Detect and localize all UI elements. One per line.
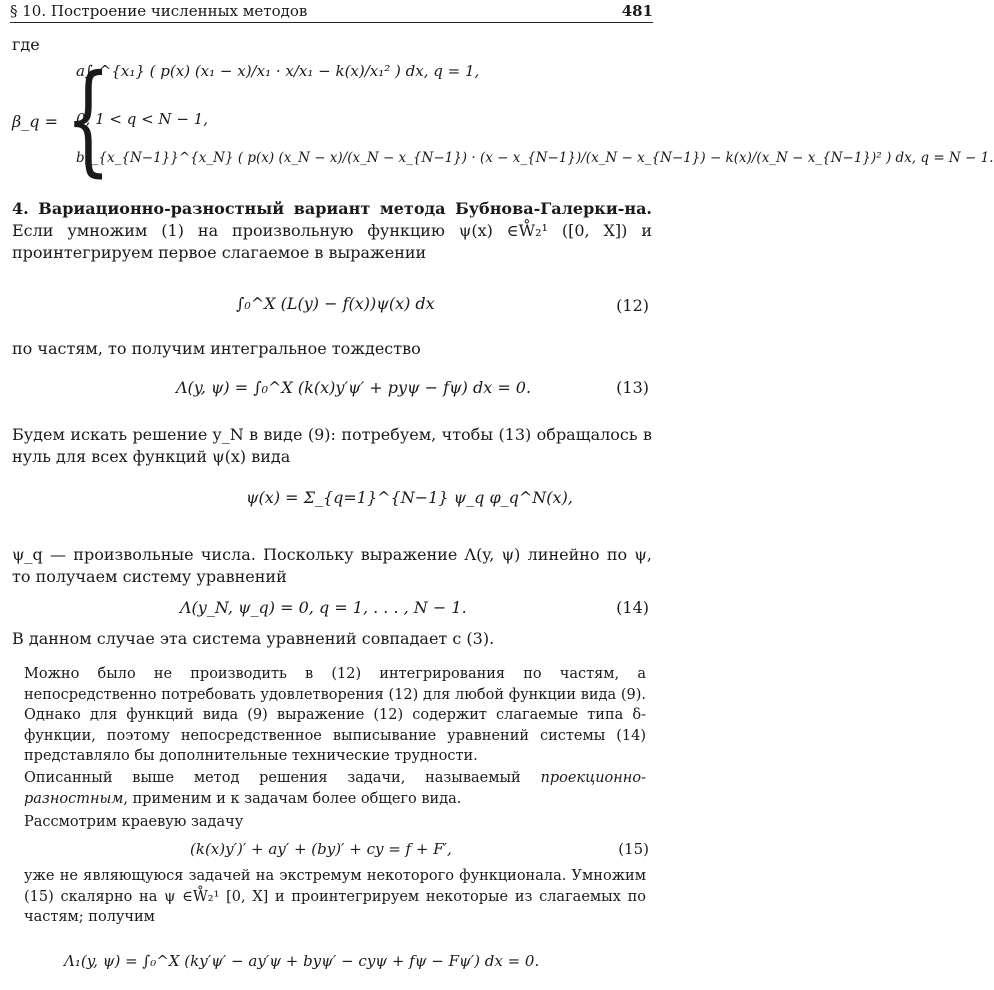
beta-label: β_q =	[12, 112, 58, 131]
text-solution-search: Будем искать решение y_N в виде (9): потребуем, чтобы (13) обращалось в нуль для всех функций ψ(x) вида	[12, 425, 652, 466]
equation-12-number: (12)	[616, 296, 649, 315]
text-integration-by-parts: по частям, то получим интегральное тождество	[12, 339, 421, 358]
equation-14: Λ(y_N, ψ_q) = 0, q = 1, . . . , N − 1.	[180, 598, 467, 617]
running-header	[10, 0, 653, 23]
remark-2-term: проекционно-разностным	[24, 770, 646, 807]
equation-15: (k(x)y′)′ + ay′ + (by)′ + cy = f + F′,	[190, 840, 452, 858]
page-number: 481	[621, 2, 653, 20]
equation-12: ∫₀^X (L(y) − f(x))ψ(x) dx	[236, 294, 435, 313]
equation-psi-sum: ψ(x) = Σ_{q=1}^{N−1} ψ_q φ_q^N(x),	[246, 488, 573, 507]
remark-2-text-a: Описанный выше метод решения задачи, называемый	[24, 770, 541, 786]
beta-case-2: 0, 1 < q < N − 1,	[76, 110, 208, 128]
remark-2-text-b: , применим и к задачам более общего вида.	[123, 790, 462, 807]
beta-case-1: a∫₀^{x₁} ( p(x) (x₁ − x)/x₁ · x/x₁ − k(x)/x₁² ) dx, q = 1,	[76, 62, 480, 80]
remark-paragraph-2	[24, 768, 646, 809]
section-title: § 10. Построение численных методов	[10, 2, 308, 20]
text-coincides: В данном случае эта система уравнений совпадает с (3).	[12, 629, 495, 648]
section-4-text: Если умножим (1) на произвольную функцию ψ(x) ∈W̊₂¹ ([0, X]) и проинтегрируем первое слагаемое в выражении	[12, 221, 652, 262]
left-brace: {	[65, 50, 112, 189]
word-gde: где	[12, 35, 40, 54]
section-4-paragraph	[12, 198, 652, 264]
beta-case-3: b∫_{x_{N−1}}^{x_N} ( p(x) (x_N − x)/(x_N − x_{N−1}) · (x − x_{N−1})/(x_N − x_{N−1}) − k(x)/(x_N − x_{N−1})² ) dx, q = N − 1.	[76, 150, 994, 166]
equation-13-number: (13)	[616, 378, 649, 397]
text-arbitrary-numbers: ψ_q — произвольные числа. Поскольку выражение Λ(y, ψ) линейно по ψ, то получаем систему уравнений	[12, 545, 652, 586]
equation-15-number: (15)	[618, 840, 649, 858]
remark-paragraph-3: Рассмотрим краевую задачу	[24, 814, 244, 830]
remark-paragraph-1: Можно было не производить в (12) интегрирования по частям, а непосредственно потребовать удовлетворения (12) для любой функции вида (9). Однако для функций вида (9) выражение (12) содержит слагаемые типа δ-функции, поэтому непосредственное выписывание уравнений системы (14) представляло бы дополнительные технические трудности.	[24, 666, 646, 764]
equation-lambda1: Λ₁(y, ψ) = ∫₀^X (ky′ψ′ − ay′ψ + byψ′ − cyψ + fψ − Fψ′) dx = 0.	[64, 952, 540, 970]
equation-13: Λ(y, ψ) = ∫₀^X (k(x)y′ψ′ + pyψ − fψ) dx = 0.	[176, 378, 532, 397]
equation-14-number: (14)	[616, 598, 649, 617]
remark-paragraph-4: уже не являющуюся задачей на экстремум некоторого функционала. Умножим (15) скалярно на ψ ∈W̊₂¹ [0, X] и проинтегрируем некоторые из слагаемых по частям; получим	[24, 868, 646, 925]
section-4-heading: 4. Вариационно-разностный вариант метода Бубнова-Галерки-на.	[12, 199, 652, 218]
